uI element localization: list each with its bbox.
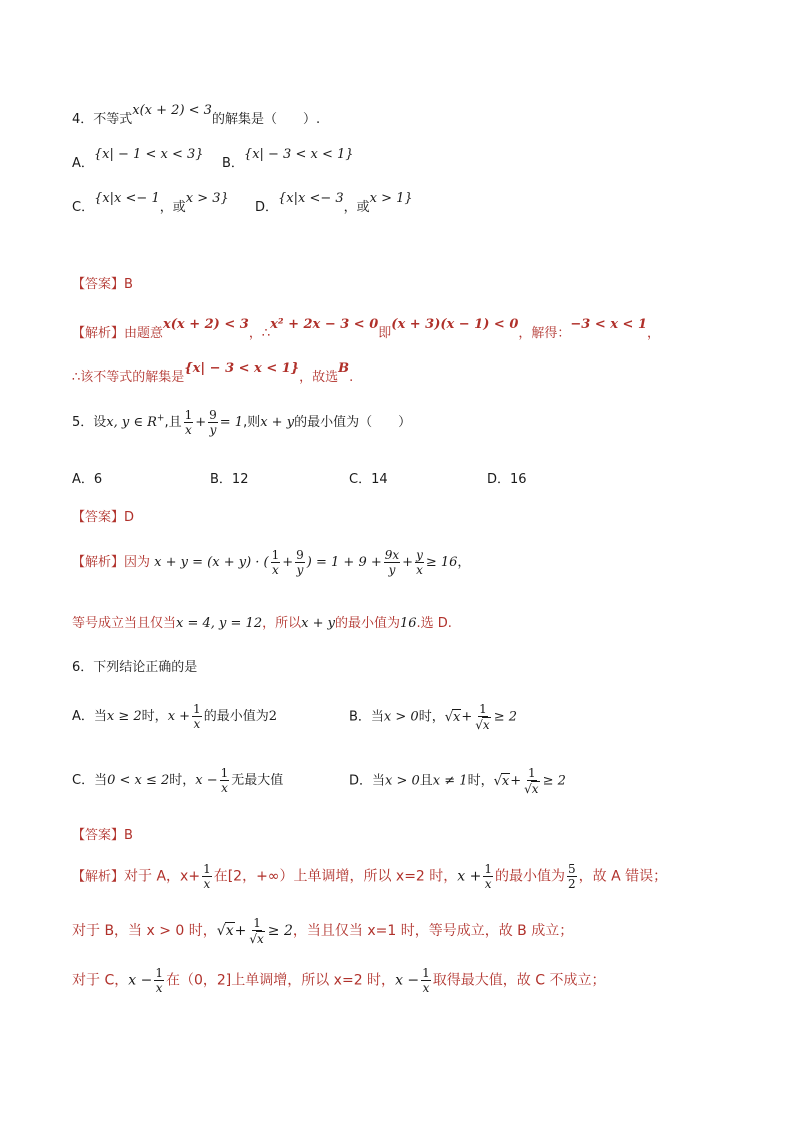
option-label: A． bbox=[72, 156, 94, 171]
option-expression: {x|x <− 3 bbox=[278, 191, 344, 206]
q6-stem: 6．下列结论正确的是 bbox=[72, 660, 198, 675]
analysis-math: x = 4, y = 12 bbox=[176, 616, 263, 631]
stem-math: x + y bbox=[260, 415, 295, 430]
analysis-text: .选 D. bbox=[416, 616, 452, 631]
analysis-math: B bbox=[338, 361, 350, 376]
analysis-text: ，故选 bbox=[299, 370, 339, 385]
q6-analysis-line-1: 【解析】对于 A，x+ $\frac{1}{x}$ 在[2，+∞）上单调增，所以 x=2 时，x + $\frac{1}{x}$ 的最小值为 $\frac{5}{2}$ ，故 A 错误； bbox=[72, 862, 668, 891]
option-expression-2: x > 3} bbox=[185, 191, 229, 206]
fraction: $\frac{y}{x}$ bbox=[416, 548, 423, 577]
analysis-text: 因为 bbox=[124, 555, 151, 570]
analysis-text: 等号成立当且仅当 bbox=[72, 616, 177, 631]
answer-value: B bbox=[124, 277, 133, 292]
fraction: $\frac{9}{y}$ bbox=[209, 408, 217, 437]
fraction: $\frac{1}{x}$ bbox=[193, 702, 201, 731]
analysis-math: + bbox=[402, 555, 414, 570]
analysis-math: −3 < x < 1 bbox=[570, 317, 648, 332]
analysis-math: {x| − 3 < x < 1} bbox=[184, 361, 300, 376]
fraction: $\frac{1}{x}$ bbox=[422, 966, 430, 995]
option-label: C． bbox=[72, 200, 95, 215]
q4-stem-inequality: x(x + 2) < 3 bbox=[132, 103, 212, 118]
q4-analysis-line-2 bbox=[72, 361, 354, 386]
stem-text: ,则 bbox=[243, 415, 261, 430]
q4-stem-prefix: 4．不等式 bbox=[72, 112, 133, 127]
analysis-text: ∴该不等式的解集是 bbox=[72, 370, 185, 385]
option-expression-2: x > 1} bbox=[369, 191, 413, 206]
analysis-text: . bbox=[349, 370, 354, 385]
analysis-text: ，∴ bbox=[248, 326, 271, 341]
stem-text: ,且 bbox=[164, 415, 182, 430]
q4-stem-suffix: 的解集是（ ）. bbox=[211, 112, 321, 127]
analysis-math: 16 bbox=[399, 616, 417, 631]
analysis-tag: 【解析】 bbox=[72, 869, 125, 885]
q5-option-a: A．6 bbox=[72, 472, 103, 487]
analysis-math: x + y = (x + y) · ( bbox=[154, 555, 269, 570]
fraction: $\frac{1}{x}$ bbox=[184, 408, 193, 437]
q5-analysis-line-1 bbox=[72, 548, 470, 577]
q6-option-a: A．当x ≥ 2时，x + $\frac{1}{x}$ 的最小值为2 bbox=[72, 702, 277, 731]
fraction: $\frac{1}{√x}$ bbox=[524, 766, 539, 796]
analysis-text: ， bbox=[457, 555, 471, 570]
answer-tag: 【答案】 bbox=[72, 828, 125, 843]
analysis-math: + bbox=[282, 555, 294, 570]
fraction: $\frac{1}{√x}$ bbox=[249, 916, 264, 946]
q6-option-d: D．当x > 0且x ≠ 1时，√x+ $\frac{1}{√x}$ ≥ 2 bbox=[349, 766, 566, 796]
answer-value: B bbox=[124, 828, 133, 843]
analysis-math: x + y bbox=[301, 616, 335, 631]
analysis-text: 的最小值为 bbox=[334, 616, 400, 631]
answer-tag: 【答案】 bbox=[72, 510, 125, 525]
answer-tag: 【答案】 bbox=[72, 277, 125, 292]
fraction: $\frac{9}{y}$ bbox=[296, 548, 304, 577]
analysis-tag: 【解析】 bbox=[72, 326, 125, 341]
analysis-math: ) = 1 + 9 + bbox=[306, 555, 382, 570]
stem-math: = 1 bbox=[219, 415, 244, 430]
q5-stem bbox=[72, 408, 411, 437]
fraction: $\frac{9x}{y}$ bbox=[384, 548, 400, 577]
answer-value: D bbox=[124, 510, 135, 525]
q6-option-b: B．当x > 0时，√x+ $\frac{1}{√x}$ ≥ 2 bbox=[349, 702, 517, 732]
q5-stem-vars: x, y ∈ R bbox=[106, 415, 157, 430]
analysis-math: (x + 3)(x − 1) < 0 bbox=[391, 317, 519, 332]
q5-option-d: D．16 bbox=[487, 472, 527, 487]
q5-option-b: B．12 bbox=[210, 472, 249, 487]
analysis-tag: 【解析】 bbox=[72, 555, 125, 570]
fraction: $\frac{5}{2}$ bbox=[568, 862, 576, 891]
q5-option-c: C．14 bbox=[349, 472, 388, 487]
analysis-text: 由题意 bbox=[124, 326, 164, 341]
q4-option-c bbox=[72, 191, 229, 215]
q6-option-c: C．当0 < x ≤ 2时，x − $\frac{1}{x}$ 无最大值 bbox=[72, 766, 284, 795]
fraction: $\frac{1}{x}$ bbox=[203, 862, 211, 891]
q4-analysis-line-1 bbox=[72, 317, 661, 342]
q5-analysis-line-2 bbox=[72, 616, 452, 632]
q4-option-d bbox=[255, 191, 413, 215]
stem-text: 的最小值为（ ） bbox=[294, 415, 412, 430]
fraction: $\frac{1}{x}$ bbox=[271, 548, 280, 577]
analysis-math: ≥ 16 bbox=[425, 555, 458, 570]
fraction: $\frac{1}{x}$ bbox=[220, 766, 229, 795]
q5-answer bbox=[72, 510, 134, 526]
analysis-math: x² + 2x − 3 < 0 bbox=[270, 317, 379, 332]
q4-stem bbox=[72, 103, 321, 128]
q4-option-b bbox=[222, 147, 354, 171]
fraction: $\frac{1}{x}$ bbox=[484, 862, 493, 891]
fraction: $\frac{1}{x}$ bbox=[155, 966, 163, 995]
option-expression: {x| − 3 < x < 1} bbox=[243, 147, 354, 162]
fraction: $\frac{1}{√x}$ bbox=[475, 702, 490, 732]
q6-analysis-line-2: 对于 B，当 x > 0 时，√x+ $\frac{1}{√x}$ ≥ 2，当且仅当 x=1 时，等号成立，故 B 成立； bbox=[72, 916, 574, 946]
analysis-text: ，所以 bbox=[262, 616, 302, 631]
q5-stem-sup: + bbox=[156, 413, 165, 424]
q6-answer bbox=[72, 828, 133, 844]
option-label: B． bbox=[222, 156, 244, 171]
q6-analysis-line-3: 对于 C，x − $\frac{1}{x}$ 在（0，2]上单调增，所以 x=2 时，x − $\frac{1}{x}$ 取得最大值，故 C 不成立； bbox=[72, 966, 606, 995]
option-expression: {x|x <− 1 bbox=[94, 191, 160, 206]
option-connector: ，或 bbox=[343, 200, 370, 215]
q5-stem-prefix: 5．设 bbox=[72, 415, 107, 430]
stem-math: + bbox=[195, 415, 207, 430]
analysis-math: x(x + 2) < 3 bbox=[163, 317, 249, 332]
analysis-text: 即 bbox=[378, 326, 392, 341]
option-expression: {x| − 1 < x < 3} bbox=[93, 147, 204, 162]
q4-answer bbox=[72, 277, 133, 293]
option-connector: ，或 bbox=[159, 200, 186, 215]
analysis-text: ， bbox=[647, 326, 661, 341]
analysis-text: ，解得： bbox=[518, 326, 571, 341]
q4-option-a bbox=[72, 147, 204, 171]
option-label: D． bbox=[255, 200, 279, 215]
